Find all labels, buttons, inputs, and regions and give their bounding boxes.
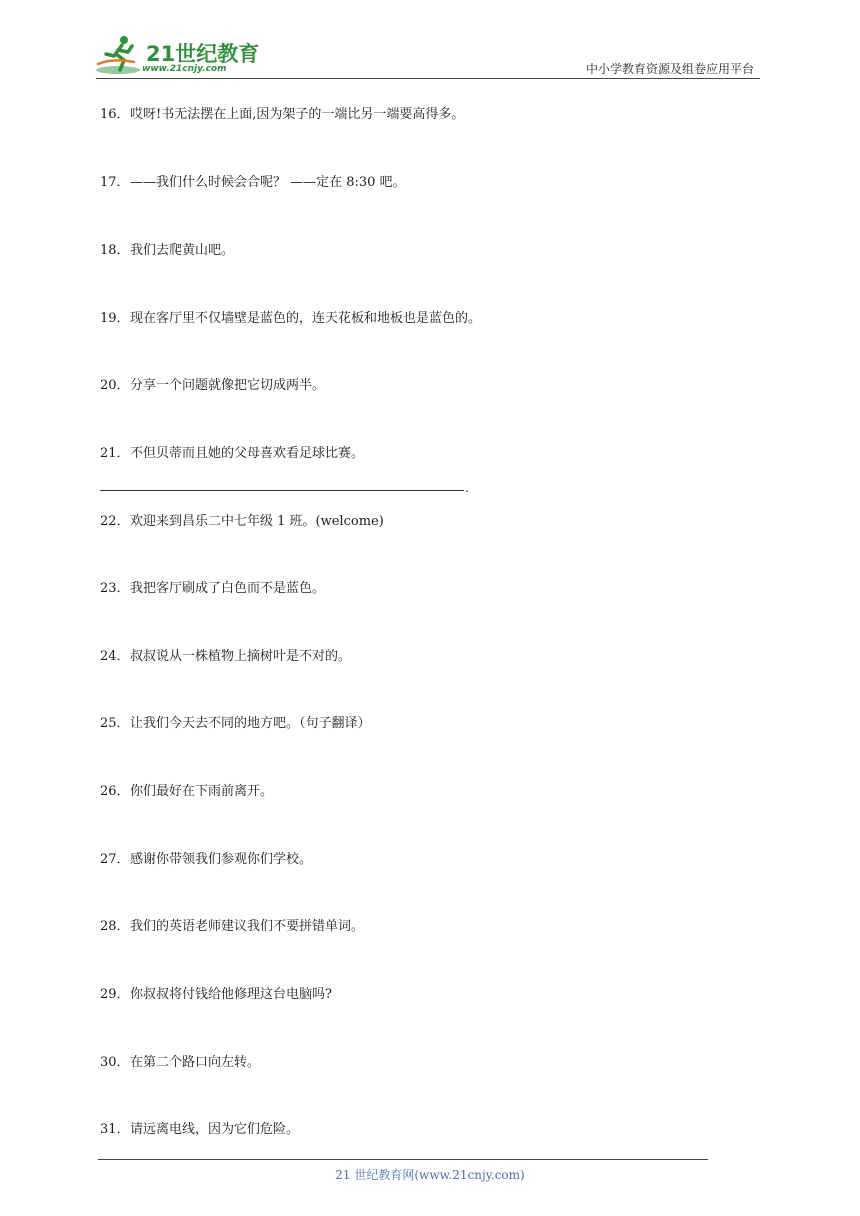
logo-text: 21世纪教育 (146, 42, 260, 66)
question-22: 22．欢迎来到昌乐二中七年级 1 班。(welcome) (100, 514, 384, 529)
question-29: 29．你叔叔将付钱给他修理这台电脑吗? (100, 987, 332, 1002)
question-text: ——我们什么时候会合呢？ ——定在 8:30 吧。 (130, 175, 406, 190)
question-text: 我们去爬黄山吧。 (130, 243, 235, 258)
question-28: 28．我们的英语老师建议我们不要拼错单词。 (100, 919, 365, 934)
question-text: 请远离电线，因为它们危险。 (130, 1122, 300, 1137)
question-20: 20．分享一个问题就像把它切成两半。 (100, 378, 326, 393)
question-text: 你们最好在下雨前离开。 (130, 784, 274, 799)
question-26: 26．你们最好在下雨前离开。 (100, 784, 274, 799)
question-21: 21．不但贝蒂而且她的父母喜欢看足球比赛。 (100, 446, 365, 461)
question-27: 27．感谢你带领我们参观你们学校。 (100, 852, 313, 867)
question-24: 24．叔叔说从一株植物上摘树叶是不对的。 (100, 649, 352, 664)
question-18: 18．我们去爬黄山吧。 (100, 243, 235, 258)
question-text: 分享一个问题就像把它切成两半。 (130, 378, 326, 393)
question-31: 31．请远离电线，因为它们危险。 (100, 1122, 300, 1137)
question-text: 哎呀!书无法摆在上面,因为架子的一端比另一端要高得多。 (130, 107, 465, 122)
platform-title: 中小学教育资源及组卷应用平台 (585, 62, 754, 76)
question-text: 现在客厅里不仅墙壁是蓝色的，连天花板和地板也是蓝色的。 (130, 311, 482, 326)
question-text: 不但贝蒂而且她的父母喜欢看足球比赛。 (130, 446, 365, 461)
logo-url: www.21cnjy.com (142, 64, 227, 74)
question-25: 25．让我们今天去不同的地方吧。（句子翻译） (100, 716, 371, 731)
question-text: 让我们今天去不同的地方吧。（句子翻译） (130, 716, 371, 731)
question-text: 我们的英语老师建议我们不要拼错单词。 (130, 919, 365, 934)
question-text: 欢迎来到昌乐二中七年级 1 班。(welcome) (130, 514, 384, 529)
question-text: 你叔叔将付钱给他修理这台电脑吗? (130, 987, 332, 1002)
page-footer: 21 世纪教育网(www.21cnjy.com) (335, 1168, 525, 1182)
question-16: 16．哎呀!书无法摆在上面,因为架子的一端比另一端要高得多。 (100, 107, 465, 122)
runner-logo-icon (94, 34, 144, 76)
question-text: 在第二个路口向左转。 (130, 1055, 261, 1070)
answer-blank-line[interactable] (100, 490, 464, 491)
header-divider (96, 78, 760, 79)
question-30: 30．在第二个路口向左转。 (100, 1055, 261, 1070)
question-17: 17．——我们什么时候会合呢？ ——定在 8:30 吧。 (100, 175, 406, 190)
logo (94, 34, 264, 76)
question-19: 19．现在客厅里不仅墙壁是蓝色的，连天花板和地板也是蓝色的。 (100, 311, 482, 326)
page-header (0, 0, 860, 80)
question-text: 我把客厅刷成了白色而不是蓝色。 (130, 581, 326, 596)
question-text: 感谢你带领我们参观你们学校。 (130, 852, 313, 867)
answer-period: . (465, 481, 469, 495)
footer-divider (98, 1159, 708, 1160)
question-23: 23．我把客厅刷成了白色而不是蓝色。 (100, 581, 326, 596)
question-text: 叔叔说从一株植物上摘树叶是不对的。 (130, 649, 352, 664)
